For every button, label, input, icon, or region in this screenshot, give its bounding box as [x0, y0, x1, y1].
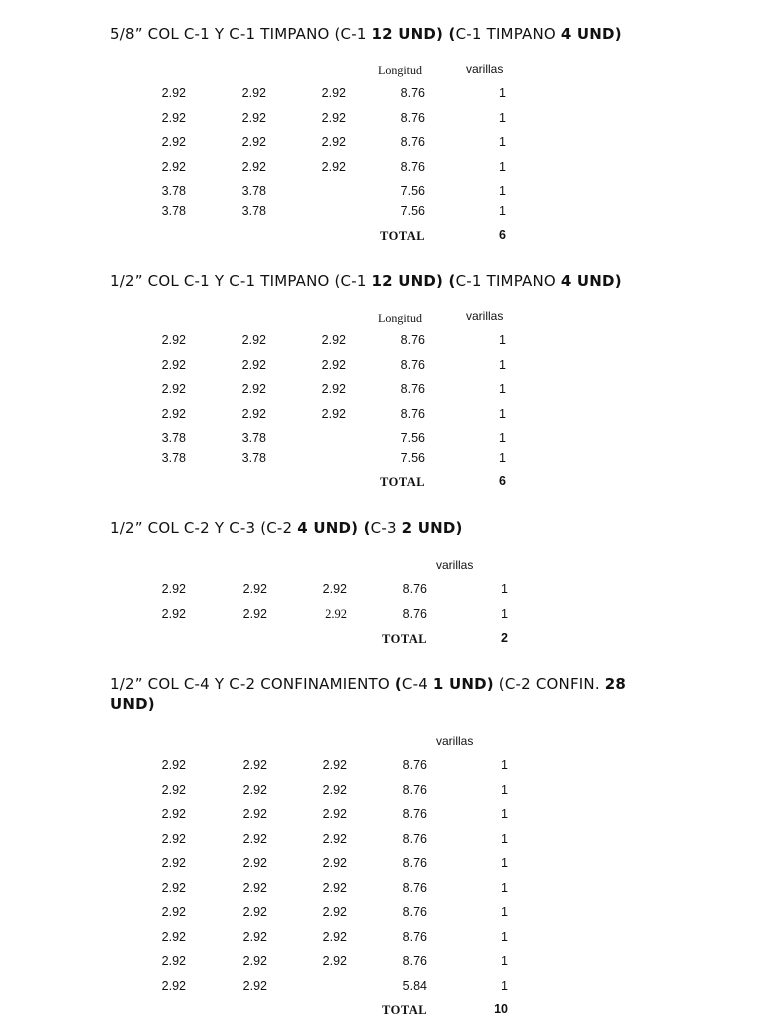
segment-cell: 2.92	[321, 358, 346, 372]
segment-cell: 2.92	[322, 758, 347, 772]
varillas-cell: 1	[499, 407, 506, 421]
segment-cell: 2.92	[161, 358, 186, 372]
segment-cell: 2.92	[322, 582, 347, 596]
segment-cell: 3.78	[241, 184, 266, 198]
varillas-cell: 1	[501, 930, 508, 944]
segment-cell: 2.92	[242, 783, 267, 797]
section-4-total-value: 10	[494, 1002, 508, 1016]
segment-cell: 2.92	[161, 407, 186, 421]
segment-cell: 2.92	[241, 333, 266, 347]
segment-cell: 2.92	[242, 856, 267, 870]
segment-cell: 2.92	[161, 582, 186, 596]
segment-cell: 2.92	[241, 111, 266, 125]
varillas-cell: 1	[499, 184, 506, 198]
section-3-header-varillas: varillas	[436, 558, 474, 572]
segment-cell: 2.92	[161, 905, 186, 919]
segment-cell: 3.78	[161, 451, 186, 465]
segment-cell: 2.92	[161, 382, 186, 396]
varillas-cell: 1	[501, 607, 508, 621]
segment-cell: 2.92	[242, 954, 267, 968]
segment-cell: 2.92	[242, 758, 267, 772]
varillas-cell: 1	[501, 905, 508, 919]
section-3-total-value: 2	[501, 631, 508, 645]
segment-cell: 2.92	[242, 832, 267, 846]
varillas-cell: 1	[499, 451, 506, 465]
segment-cell: 2.92	[161, 607, 186, 621]
section-1-total-label: TOTAL	[380, 229, 426, 243]
segment-cell: 2.92	[321, 86, 346, 100]
longitud-cell: 8.76	[402, 582, 427, 596]
section-2-total-label: TOTAL	[380, 475, 426, 489]
varillas-cell: 1	[499, 431, 506, 445]
longitud-cell: 8.76	[400, 333, 425, 347]
longitud-cell: 7.56	[400, 431, 425, 445]
longitud-cell: 8.76	[400, 358, 425, 372]
varillas-cell: 1	[499, 86, 506, 100]
varillas-cell: 1	[499, 358, 506, 372]
segment-cell: 2.92	[161, 86, 186, 100]
segment-cell: 2.92	[161, 160, 186, 174]
section-2-header-varillas: varillas	[466, 309, 504, 323]
section-4-title-line2: UND)	[110, 695, 155, 713]
varillas-cell: 1	[501, 954, 508, 968]
segment-cell: 3.78	[241, 431, 266, 445]
segment-cell: 2.92	[161, 930, 186, 944]
longitud-cell: 7.56	[400, 204, 425, 218]
segment-cell: 2.92	[161, 135, 186, 149]
section-1-header-varillas: varillas	[466, 62, 504, 76]
segment-cell: 2.92	[161, 333, 186, 347]
segment-cell: 2.92	[322, 954, 347, 968]
segment-cell: 2.92	[241, 135, 266, 149]
section-2-header-longitud: Longitud	[378, 311, 422, 325]
section-3-total-label: TOTAL	[382, 632, 428, 646]
segment-cell: 2.92	[161, 954, 186, 968]
varillas-cell: 1	[501, 881, 508, 895]
longitud-cell: 8.76	[402, 783, 427, 797]
longitud-cell: 5.84	[402, 979, 427, 993]
longitud-cell: 8.76	[402, 758, 427, 772]
longitud-cell: 8.76	[402, 930, 427, 944]
varillas-cell: 1	[501, 856, 508, 870]
segment-cell: 2.92	[321, 407, 346, 421]
segment-cell: 2.92	[322, 881, 347, 895]
varillas-cell: 1	[501, 758, 508, 772]
varillas-cell: 1	[501, 832, 508, 846]
segment-cell: 2.92	[161, 832, 186, 846]
longitud-cell: 8.76	[400, 111, 425, 125]
segment-cell: 2.92	[321, 333, 346, 347]
segment-cell: 2.92	[242, 582, 267, 596]
segment-cell: 2.92	[242, 607, 267, 621]
segment-cell: 2.92	[242, 930, 267, 944]
longitud-cell: 8.76	[402, 607, 427, 621]
section-2-title: 1/2” COL C-1 Y C-1 TIMPANO (C-1 12 UND) (C-1 TIMPANO 4 UND)	[110, 272, 622, 290]
longitud-cell: 8.76	[402, 881, 427, 895]
segment-cell: 2.92	[241, 382, 266, 396]
segment-cell: 2.92	[321, 382, 346, 396]
segment-cell: 2.92	[322, 832, 347, 846]
varillas-cell: 1	[499, 333, 506, 347]
segment-cell: 3.78	[161, 431, 186, 445]
longitud-cell: 7.56	[400, 184, 425, 198]
longitud-cell: 8.76	[400, 382, 425, 396]
longitud-cell: 8.76	[402, 807, 427, 821]
segment-cell: 2.92	[242, 881, 267, 895]
segment-cell: 2.92	[322, 807, 347, 821]
segment-cell: 2.92	[161, 758, 186, 772]
section-3-title: 1/2” COL C-2 Y C-3 (C-2 4 UND) (C-3 2 UND)	[110, 519, 463, 537]
segment-cell: 2.92	[321, 111, 346, 125]
segment-cell: 2.92	[321, 160, 346, 174]
segment-cell: 2.92	[242, 905, 267, 919]
segment-cell: 2.92	[322, 856, 347, 870]
segment-cell: 2.92	[161, 807, 186, 821]
segment-cell: 2.92	[161, 979, 186, 993]
longitud-cell: 8.76	[402, 905, 427, 919]
segment-cell: 2.92	[325, 607, 347, 621]
section-4-title: 1/2” COL C-4 Y C-2 CONFINAMIENTO (C-4 1 UND) (C-2 CONFIN. 28	[110, 675, 627, 693]
longitud-cell: 8.76	[402, 856, 427, 870]
varillas-cell: 1	[501, 783, 508, 797]
segment-cell: 2.92	[322, 905, 347, 919]
section-1-title: 5/8” COL C-1 Y C-1 TIMPANO (C-1 12 UND) (C-1 TIMPANO 4 UND)	[110, 25, 622, 43]
longitud-cell: 7.56	[400, 451, 425, 465]
longitud-cell: 8.76	[400, 160, 425, 174]
segment-cell: 2.92	[241, 358, 266, 372]
segment-cell: 2.92	[161, 856, 186, 870]
section-2-total-value: 6	[499, 474, 506, 488]
varillas-cell: 1	[501, 979, 508, 993]
segment-cell: 3.78	[241, 451, 266, 465]
varillas-cell: 1	[501, 582, 508, 596]
longitud-cell: 8.76	[400, 86, 425, 100]
segment-cell: 2.92	[242, 807, 267, 821]
segment-cell: 2.92	[322, 930, 347, 944]
longitud-cell: 8.76	[400, 407, 425, 421]
section-4-header-varillas: varillas	[436, 734, 474, 748]
segment-cell: 3.78	[161, 184, 186, 198]
section-1-total-value: 6	[499, 228, 506, 242]
segment-cell: 3.78	[161, 204, 186, 218]
longitud-cell: 8.76	[402, 954, 427, 968]
varillas-cell: 1	[499, 111, 506, 125]
varillas-cell: 1	[499, 382, 506, 396]
section-1-header-longitud: Longitud	[378, 63, 422, 77]
segment-cell: 2.92	[161, 783, 186, 797]
segment-cell: 2.92	[321, 135, 346, 149]
longitud-cell: 8.76	[400, 135, 425, 149]
segment-cell: 2.92	[161, 111, 186, 125]
segment-cell: 2.92	[161, 881, 186, 895]
varillas-cell: 1	[501, 807, 508, 821]
varillas-cell: 1	[499, 160, 506, 174]
segment-cell: 3.78	[241, 204, 266, 218]
section-4-total-label: TOTAL	[382, 1003, 428, 1017]
varillas-cell: 1	[499, 135, 506, 149]
segment-cell: 2.92	[241, 407, 266, 421]
segment-cell: 2.92	[322, 783, 347, 797]
varillas-cell: 1	[499, 204, 506, 218]
segment-cell: 2.92	[241, 86, 266, 100]
segment-cell: 2.92	[241, 160, 266, 174]
longitud-cell: 8.76	[402, 832, 427, 846]
segment-cell: 2.92	[242, 979, 267, 993]
